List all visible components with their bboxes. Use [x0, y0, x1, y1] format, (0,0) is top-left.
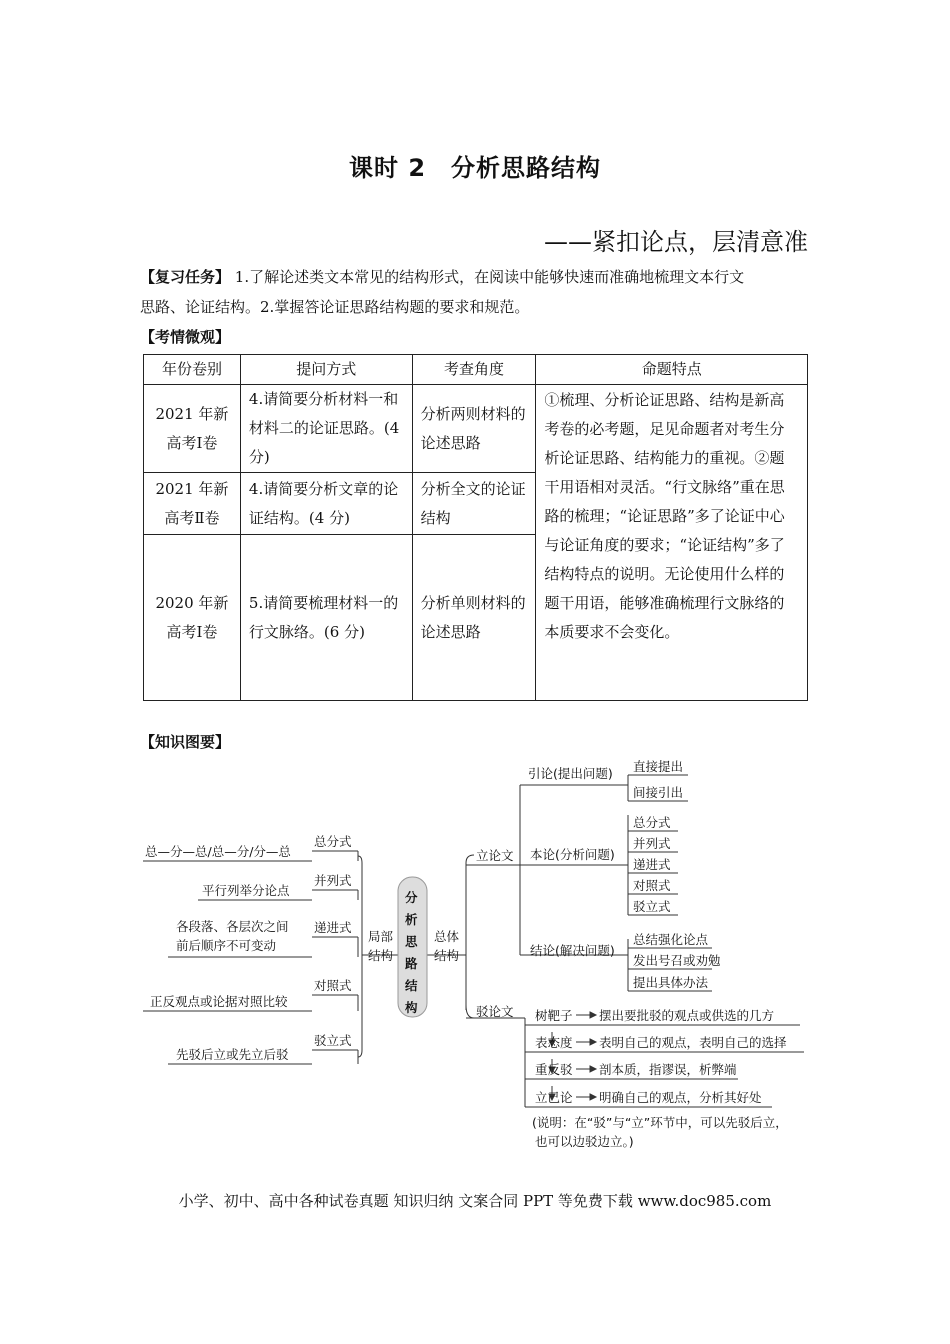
center-char: 思 [405, 934, 418, 949]
center-char: 析 [405, 912, 418, 927]
column-header: 年份卷别 [144, 355, 241, 385]
table-header-row [144, 355, 808, 385]
bolun-note: (说明：在“驳”与“立”环节中，可以先驳后立， [532, 1115, 788, 1130]
question-cell: 5.请简要梳理材料一的行文脉络。(6 分) [240, 535, 412, 701]
bolun-desc: 剖本质，指谬误，析弊端 [599, 1062, 737, 1077]
local-type: 递进式 [314, 920, 352, 935]
features-cell: ①梳理、分析论证思路、结构是新高考卷的必考题，足见命题者对考生分析论证思路、结构能力的重视。②题干用语相对灵活。“行文脉络”重在思路的梳理；“论证思路”多了论证中心与论证角度的要求；“论证结构”多了结构特点的说明。无论使用什么样的题干用语，能够准确梳理行文脉络的本质要求不会变化。 [536, 385, 808, 701]
question-cell: 4.请简要分析文章的论证结构。(4 分) [240, 473, 412, 535]
overall-label: 总体 [434, 929, 460, 944]
year-cell: 2021 年新高考Ⅱ卷 [144, 473, 241, 535]
angle-cell: 分析两则材料的论述思路 [412, 385, 536, 473]
review-line1: 1.了解论述类文本常见的结构形式，在阅读中能够快速而准确地梳理文本行文 [234, 268, 745, 286]
column-header: 提问方式 [240, 355, 412, 385]
bolun-step: 重反驳 [535, 1062, 573, 1077]
review-task [140, 262, 820, 322]
local-desc: 前后顺序不可变动 [176, 938, 277, 953]
bolun-step: 表态度 [535, 1035, 573, 1050]
local-desc: 总—分—总/总—分/分—总 [145, 844, 291, 859]
column-header: 命题特点 [536, 355, 808, 385]
yinlun-item: 直接提出 [633, 759, 684, 774]
benlun-item: 递进式 [633, 857, 671, 872]
table-row [144, 385, 808, 473]
column-header: 考查角度 [412, 355, 536, 385]
map-heading: 【知识图要】 [140, 733, 231, 751]
jielun-label: 结论(解决问题) [530, 943, 615, 958]
benlun-label: 本论(分析问题) [530, 847, 615, 862]
page-title: 课时 2 分析思路结构 [348, 154, 602, 182]
bolun-desc: 表明自己的观点，表明自己的选择 [599, 1035, 787, 1050]
local-type: 对照式 [314, 978, 352, 993]
review-label: 【复习任务】 [140, 268, 231, 286]
year-cell: 2020 年新高考Ⅰ卷 [144, 535, 241, 701]
bolun-step: 立己论 [535, 1090, 573, 1105]
lilun-label: 立论文 [476, 848, 514, 863]
knowledge-mindmap [140, 755, 820, 1155]
center-char: 构 [405, 1000, 418, 1015]
local-desc: 平行列举分论点 [202, 883, 290, 898]
local-desc: 正反观点或论据对照比较 [150, 994, 288, 1009]
angle-cell: 分析单则材料的论述思路 [412, 535, 536, 701]
local-type: 并列式 [314, 873, 352, 888]
local-label: 结构 [368, 948, 394, 963]
bolun-step: 树靶子 [535, 1008, 573, 1023]
benlun-item: 总分式 [633, 815, 671, 830]
local-label: 局部 [368, 929, 394, 944]
benlun-item: 驳立式 [633, 899, 671, 914]
exam-table [143, 354, 808, 701]
benlun-item: 对照式 [633, 878, 671, 893]
bolun-desc: 摆出要批驳的观点或供选的几方 [599, 1008, 775, 1023]
jielun-item: 总结强化论点 [633, 932, 709, 947]
local-type: 总分式 [314, 834, 352, 849]
exam-heading: 【考情微观】 [140, 328, 231, 346]
bolun-desc: 明确自己的观点，分析其好处 [599, 1090, 762, 1105]
year-cell: 2021 年新高考Ⅰ卷 [144, 385, 241, 473]
bolun-note: 也可以边驳边立。) [535, 1134, 634, 1149]
local-desc: 各段落、各层次之间 [176, 919, 289, 934]
yinlun-item: 间接引出 [633, 785, 684, 800]
jielun-item: 提出具体办法 [633, 975, 709, 990]
review-line2: 思路、论证结构。2.掌握答论证思路结构题的要求和规范。 [140, 298, 530, 316]
angle-cell: 分析全文的论证结构 [412, 473, 536, 535]
benlun-item: 并列式 [633, 836, 671, 851]
yinlun-label: 引论(提出问题) [528, 766, 613, 781]
jielun-item: 发出号召或劝勉 [633, 953, 721, 968]
local-type: 驳立式 [314, 1033, 352, 1048]
local-desc: 先驳后立或先立后驳 [176, 1047, 289, 1062]
bolun-label: 驳论文 [476, 1004, 514, 1019]
center-char: 分 [405, 890, 418, 905]
page-footer: 小学、初中、高中各种试卷真题 知识归纳 文案合同 PPT 等免费下载 www.doc985.com [178, 1192, 772, 1210]
center-char: 路 [405, 956, 418, 971]
question-cell: 4.请简要分析材料一和材料二的论证思路。(4 分) [240, 385, 412, 473]
center-char: 结 [405, 978, 418, 993]
page-subtitle: ——紧扣论点，层清意准 [544, 228, 808, 256]
overall-label: 结构 [434, 948, 460, 963]
